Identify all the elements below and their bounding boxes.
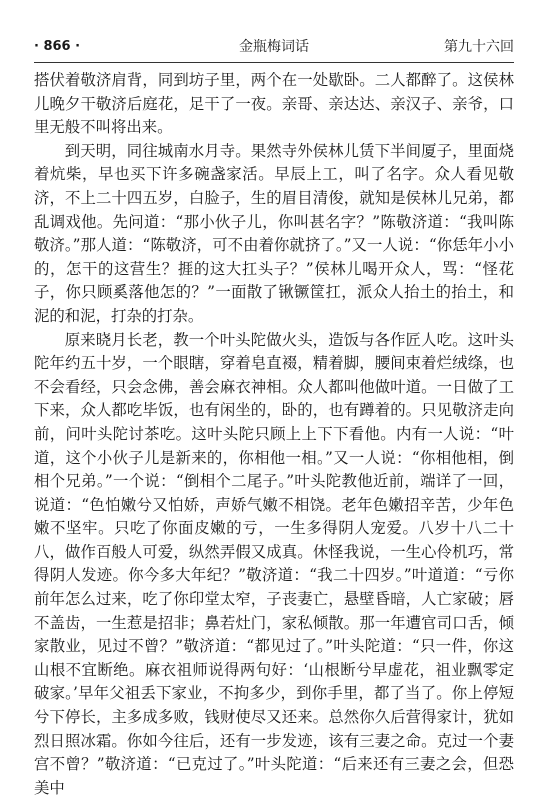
- header-divider: [34, 62, 514, 63]
- chapter-title: 第九十六回: [444, 39, 514, 55]
- paragraph: 到天明，同往城南水月寺。果然寺外侯林儿赁下半间厦子，里面烧着炕柴，早也买下许多碗盏家活。早辰上工，叫了名字。众人看见敬济，不上二十四五岁，白脸子，生的眉目清俊，就知是侯林儿兄弟，都乱调戏他。先问道：“那小伙子儿，你叫甚名字？”陈敬济道：“我叫陈敬济。”那人道：“陈敬济，可不由着你就挤了。”又一人说：“你恁年小小的，怎干的这营生？捱的这大扛头子？”侯林儿喝开众人，骂：“怪花子，你只顾奚落他怎的？”一面散了锹镢筐扛，派众人抬土的抬土，和泥的和泥，打杂的打杂。: [34, 141, 514, 325]
- book-title: 金瓶梅词话: [239, 39, 309, 55]
- page-number: · 866 ·: [34, 39, 81, 54]
- page-header: [34, 36, 514, 58]
- body-text: [34, 69, 514, 800]
- paragraph: 搭伏着敬济肩背，同到坊子里，两个在一处歇卧。二人都醉了。这侯林儿晚夕干敬济后庭花，足干了一夜。亲哥、亲达达、亲汉子、亲爷，口里无般不叫将出来。: [34, 71, 514, 137]
- paragraph: 原来晓月长老，教一个叶头陀做火头，造饭与各作匠人吃。这叶头陀年约五十岁，一个眼瞎，穿着皂直裰，精着脚，腰间束着烂绒绦，也不会看经，只会念佛，善会麻衣神相。众人都叫他做叶道。一日做了工下来，众人都吃毕饭，也有闲坐的，卧的，也有蹲着的。只见敬济走向前，问叶头陀讨茶吃。这叶头陀只顾上上下下看他。内有一人说：“叶道，这个小伙子儿是新来的，你相他一相。”又一人说：“你相他相，倒相个兄弟。”一个说：“倒相个二尾子。”叶头陀教他近前，端详了一回，说道：“色怕嫩兮又怕娇，声娇气嫩不相饶。老年色嫩招辛苦，少年色嫩不坚牢。只吃了你面皮嫩的亏，一生多得阴人宠爱。八岁十八二十八，做作百般人可爱，纵然弄假又成真。休怪我说，一生心伶机巧，常得阴人发迹。你今多大年纪？”敬济道：“我二十四岁。”叶道道：“亏你前年怎么过来，吃了你印堂太窄，子丧妻亡，悬壁昏暗，人亡家破；唇不盖齿，一生惹是招非；鼻若灶门，家私倾散。那一年遭官司口舌，倾家散业，见过不曾？”敬济道：“都见过了。”叶头陀道：“只一件，你这山根不宜断绝。麻衣祖师说得两句好：‘山根断兮早虚花，祖业飘零定破家。’早年父祖丢下家业，不拘多少，到你手里，都了当了。你上停短兮下停长，主多成多败，钱财使尽又还来。总然你久后营得家计，犹如烈日照冰霜。你如今往后，还有一步发迹，该有三妻之命。克过一个妻宫不曾？”敬济道：“已克过了。”叶头陀道：“后来还有三妻之会，但恐美中: [34, 330, 514, 797]
